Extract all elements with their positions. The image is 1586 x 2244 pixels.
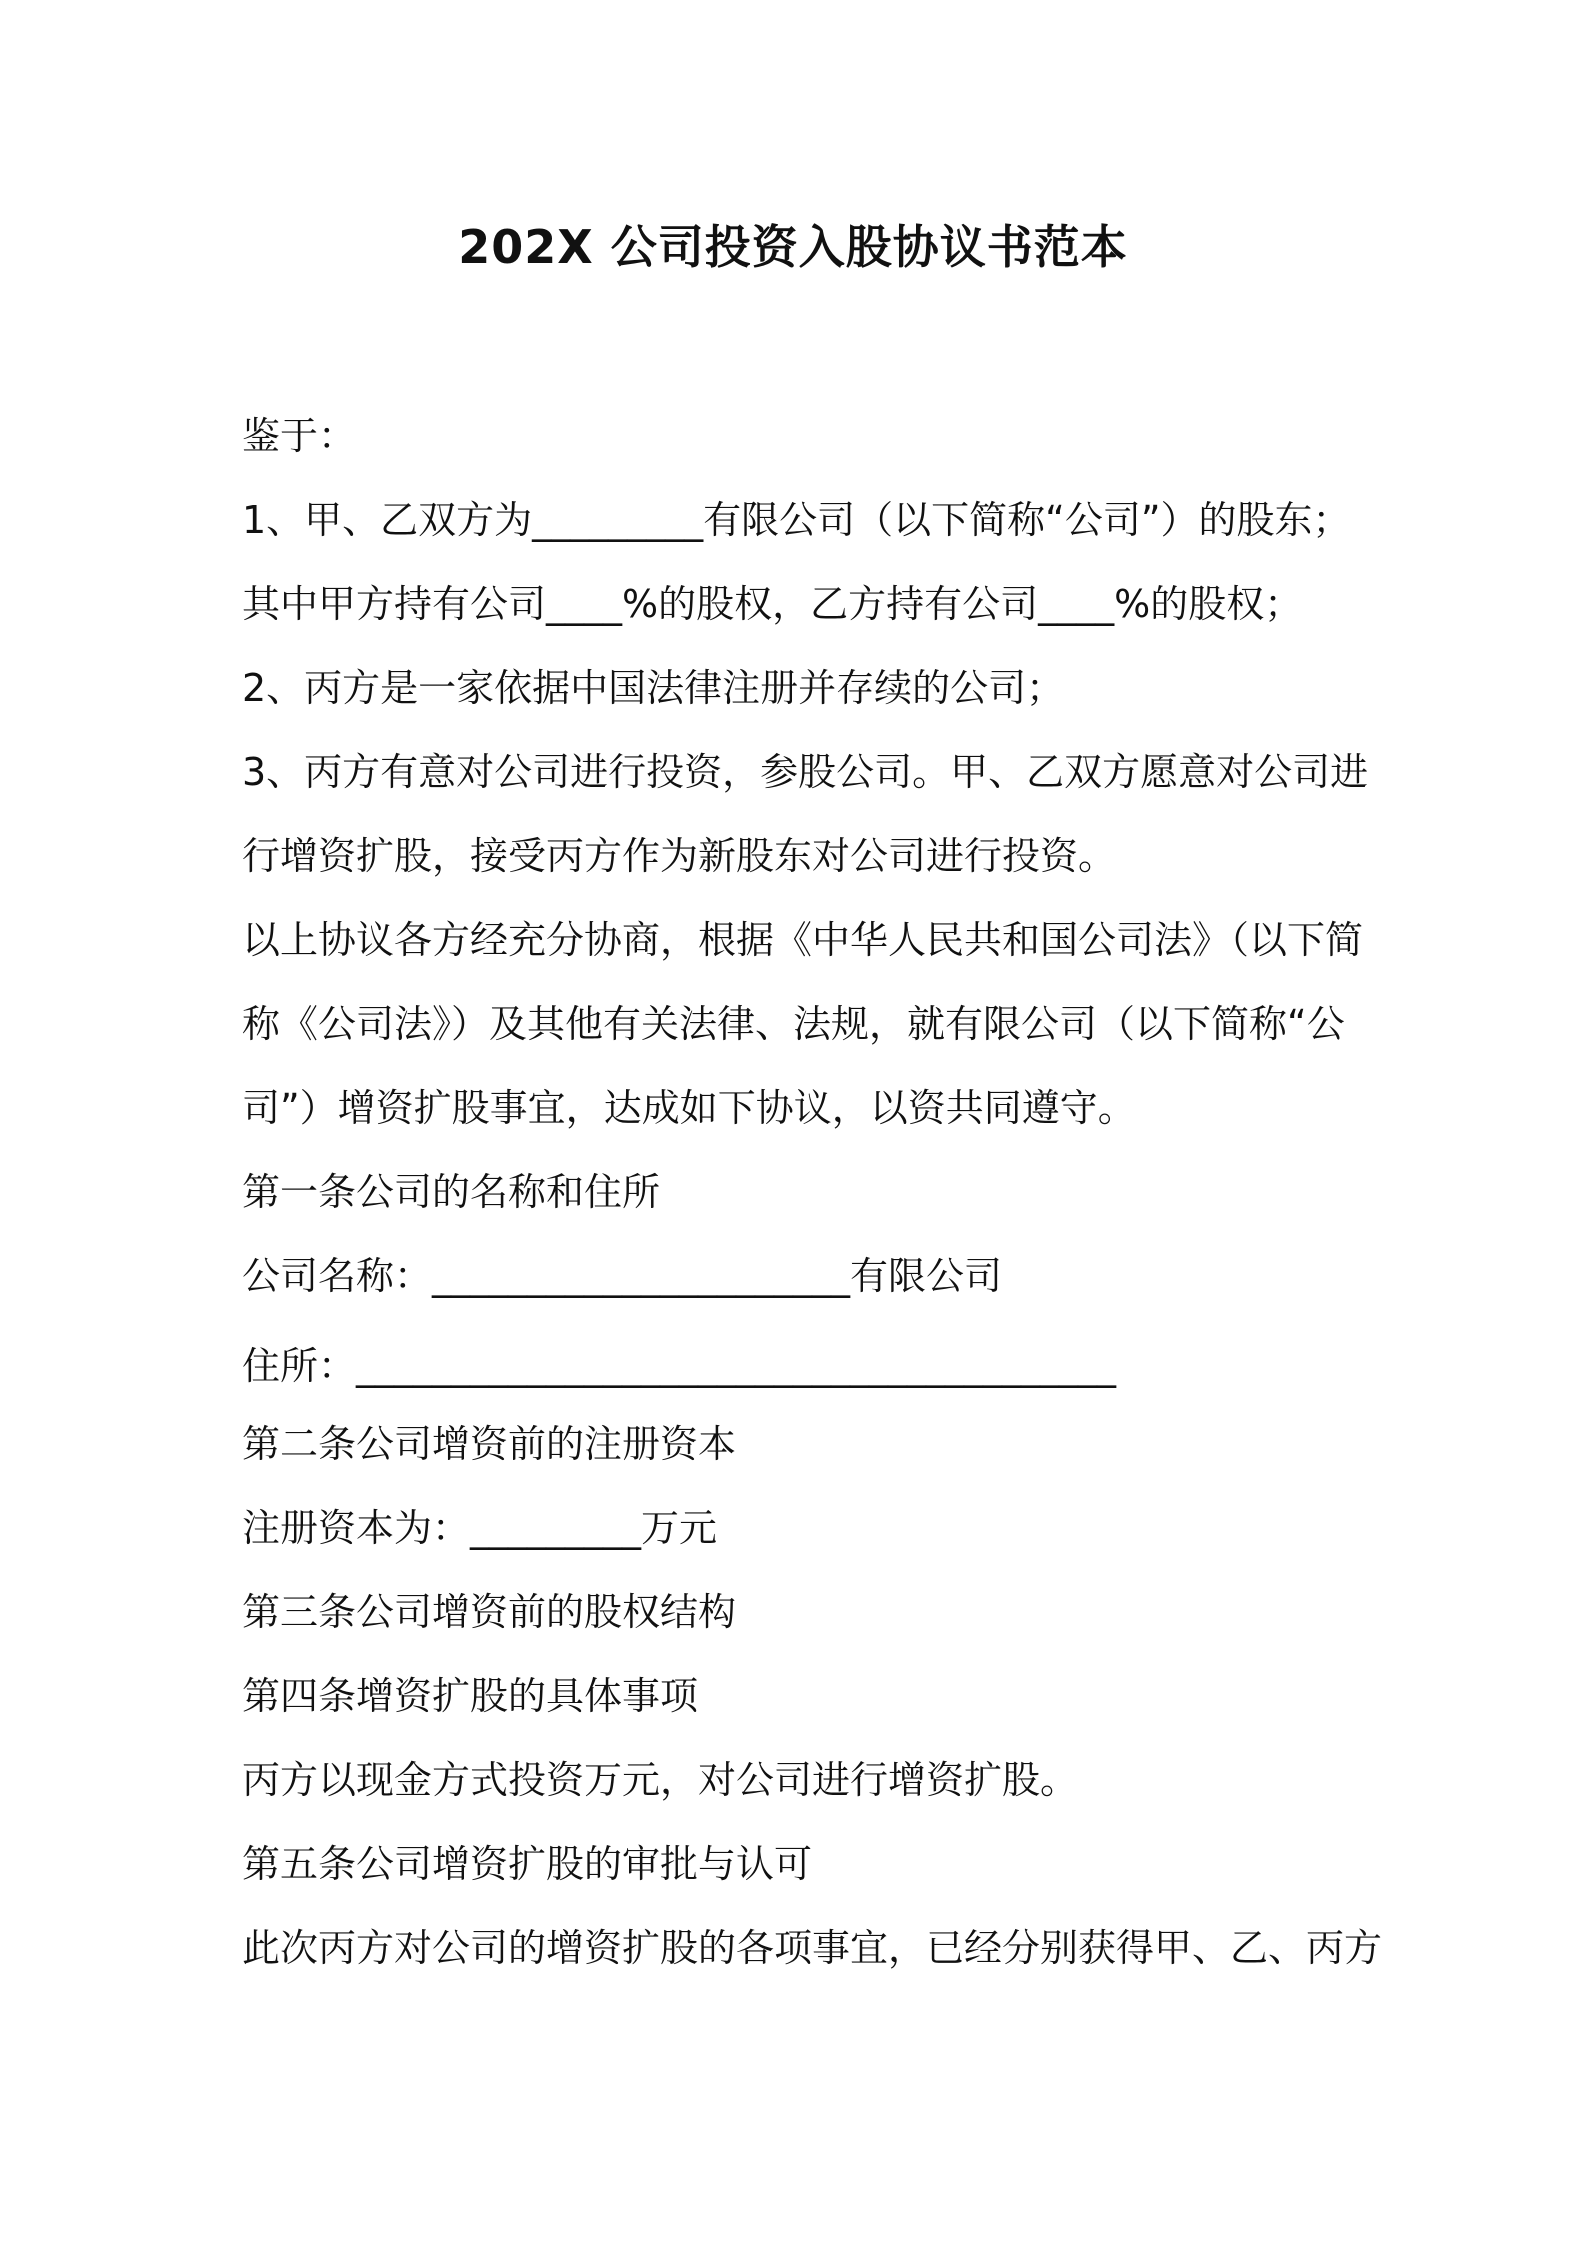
address-field: 住所：________________________________________ xyxy=(242,1344,1117,1388)
registered-capital-field: 注册资本为：_________万元 xyxy=(242,1506,718,1550)
recital-item-1-shares: 其中甲方持有公司____%的股权，乙方持有公司____%的股权； xyxy=(242,582,1303,626)
article-4-heading: 第四条增资扩股的具体事项 xyxy=(242,1674,699,1718)
article-4-content: 丙方以现金方式投资万元，对公司进行增资扩股。 xyxy=(242,1758,1079,1802)
document-title: 202X 公司投资入股协议书范本 xyxy=(458,220,1128,274)
article-1-heading: 第一条公司的名称和住所 xyxy=(242,1170,661,1214)
company-name-field: 公司名称：______________________有限公司 xyxy=(242,1254,1003,1298)
preamble-line-2: 称《公司法》）及其他有关法律、法规，就有限公司（以下简称“公 xyxy=(242,1002,1345,1046)
preamble-line-1: 以上协议各方经充分协商，根据《中华人民共和国公司法》（以下简 xyxy=(242,918,1364,962)
recital-item-1: 1、甲、乙双方为_________有限公司（以下简称“公司”）的股东； xyxy=(242,498,1351,542)
article-2-heading: 第二条公司增资前的注册资本 xyxy=(242,1422,737,1466)
article-3-heading: 第三条公司增资前的股权结构 xyxy=(242,1590,737,1634)
preamble-line-3: 司”）增资扩股事宜，达成如下协议，以资共同遵守。 xyxy=(242,1086,1136,1130)
recital-item-3-cont: 行增资扩股，接受丙方作为新股东对公司进行投资。 xyxy=(242,834,1117,878)
recital-item-3: 3、丙方有意对公司进行投资，参股公司。甲、乙双方愿意对公司进 xyxy=(242,750,1369,794)
article-5-content: 此次丙方对公司的增资扩股的各项事宜，已经分别获得甲、乙、丙方 xyxy=(242,1926,1383,1970)
recital-item-2: 2、丙方是一家依据中国法律注册并存续的公司； xyxy=(242,666,1065,710)
recital-heading: 鉴于： xyxy=(242,414,357,458)
article-5-heading: 第五条公司增资扩股的审批与认可 xyxy=(242,1842,813,1886)
